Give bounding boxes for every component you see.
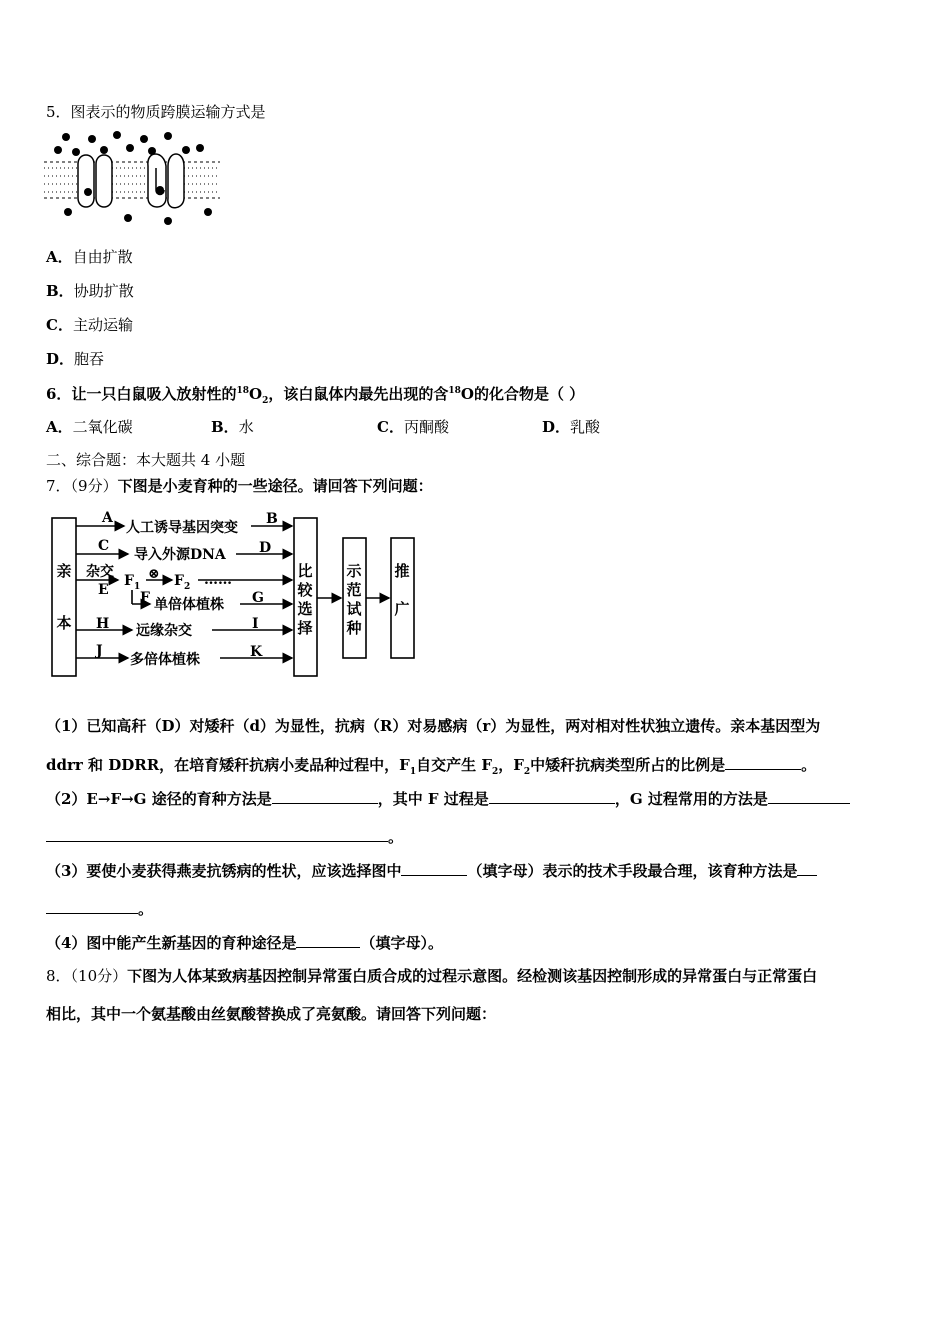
row3-dots: ……: [204, 572, 232, 588]
q6-option-b[interactable]: B．水: [211, 418, 254, 436]
row1-label: 人工诱导基因突变: [126, 520, 238, 536]
q7-p2-blank-3a[interactable]: [768, 788, 850, 804]
row3-f1: F: [124, 573, 134, 589]
q5-option-d[interactable]: D．胞吞: [46, 350, 105, 368]
q5-option-b[interactable]: B．协助扩散: [46, 282, 134, 300]
row2-in: C: [98, 538, 110, 554]
q7-p2-line2: 。: [46, 826, 403, 847]
row3-f2: F: [174, 573, 184, 589]
q7-p2-blank-3b[interactable]: [46, 826, 388, 842]
row6-in: J: [96, 643, 103, 659]
row5-out: I: [252, 616, 259, 632]
outside-molecules: [54, 131, 204, 156]
row4-in: F: [140, 590, 150, 606]
row3-in: E: [98, 582, 109, 598]
row3-f2-sub: 2: [184, 582, 191, 592]
q7-p1-line1: （1）已知高秆（D）对矮秆（d）为显性，抗病（R）对易感病（r）为显性，两对相对性状独立遗传。亲本基因型为: [46, 717, 821, 735]
membrane-carrier-diagram: [44, 128, 220, 226]
parent-char-2: 本: [56, 614, 72, 632]
row6-label: 多倍体植株: [130, 652, 200, 668]
row1-in: A: [102, 510, 113, 526]
demo-char-2: 范: [346, 581, 362, 599]
q7-p3-line2: 。: [46, 898, 153, 919]
row5-in: H: [96, 616, 110, 632]
q7-p4: （4）图中能产生新基因的育种途径是 （填字母）。: [46, 934, 443, 952]
compare-char-2: 较: [297, 581, 313, 599]
q7-p4-blank[interactable]: [296, 932, 360, 948]
q8-line2: 相比，其中一个氨基酸由丝氨酸替换成了亮氨酸。请回答下列问题：: [46, 1005, 497, 1023]
compare-char-4: 择: [297, 619, 313, 637]
section-title: 二、综合题：本大题共 4 小题: [46, 451, 246, 469]
q7-p3-blank-2a[interactable]: [797, 860, 817, 876]
q7-p3-blank-2b[interactable]: [46, 898, 138, 914]
q7-p3-line1: （3）要使小麦获得燕麦抗锈病的性状，应该选择图中 （填字母）表示的技术手段最合理，该育种方法是: [46, 860, 817, 881]
row6-out: K: [250, 644, 263, 660]
q5-stem: 5．图表示的物质跨膜运输方式是: [46, 103, 266, 121]
row1-out: B: [266, 511, 278, 527]
demo-char-1: 示: [346, 562, 362, 580]
row2-label: 导入外源DNA: [134, 547, 226, 563]
q7-p2-blank-2[interactable]: [489, 788, 615, 804]
row3-label: 杂交: [86, 564, 114, 580]
row3-cross: ⊗: [148, 566, 160, 582]
q7-p1-line2: ddrr 和 DDRR，在培育矮秆抗病小麦品种过程中，$F_1$自交产生 $F_2$，$F_2$中矮秆抗病类型所占的比例是 。: [46, 756, 817, 777]
breeding-diagram: [46, 510, 426, 685]
carrier-protein-left: [78, 155, 112, 207]
promote-box: [391, 538, 414, 658]
q7-p1-blank[interactable]: [725, 754, 801, 770]
compare-char-3: 选: [297, 600, 313, 618]
row3-f1-sub: 1: [134, 582, 141, 592]
parent-char-1: 亲: [56, 562, 72, 580]
demo-char-4: 种: [346, 619, 362, 637]
lipid-bilayer: [44, 162, 220, 198]
compare-char-1: 比: [297, 562, 313, 580]
q6-option-a[interactable]: A．二氧化碳: [46, 418, 133, 436]
q8-line1: 8．（10分）下图为人体某致病基因控制异常蛋白质合成的过程示意图。经检测该基因控制形成的异常蛋白与正常蛋白: [46, 967, 818, 985]
promote-char-2: 广: [394, 600, 410, 618]
q6-option-d[interactable]: D．乳酸: [542, 418, 601, 436]
q7-p2-blank-1[interactable]: [272, 788, 378, 804]
row2-out: D: [259, 540, 272, 556]
row4-label: 单倍体植株: [154, 597, 224, 613]
row5-label: 远缘杂交: [136, 623, 192, 639]
promote-char-1: 推: [394, 562, 410, 580]
parent-box: [52, 518, 76, 676]
q5-option-a[interactable]: A．自由扩散: [46, 248, 133, 266]
q7-stem: 7．（9分）下图是小麦育种的一些途径。请回答下列问题：: [46, 477, 433, 495]
q6-stem: 6．让一只白鼠吸入放射性的$^{18}O_2$，该白鼠体内最先出现的含$^{18}$O的化合物是（ ）: [46, 385, 585, 406]
q7-p2-line1: （2）E→F→G 途径的育种方法是 ，其中 F 过程是 ，G 过程常用的方法是: [46, 788, 850, 809]
row4-out: G: [252, 590, 264, 606]
demo-char-3: 试: [346, 600, 362, 618]
q5-option-c[interactable]: C．主动运输: [46, 316, 133, 334]
q7-p3-blank-1[interactable]: [401, 860, 467, 876]
q6-option-c[interactable]: C．丙酮酸: [377, 418, 449, 436]
